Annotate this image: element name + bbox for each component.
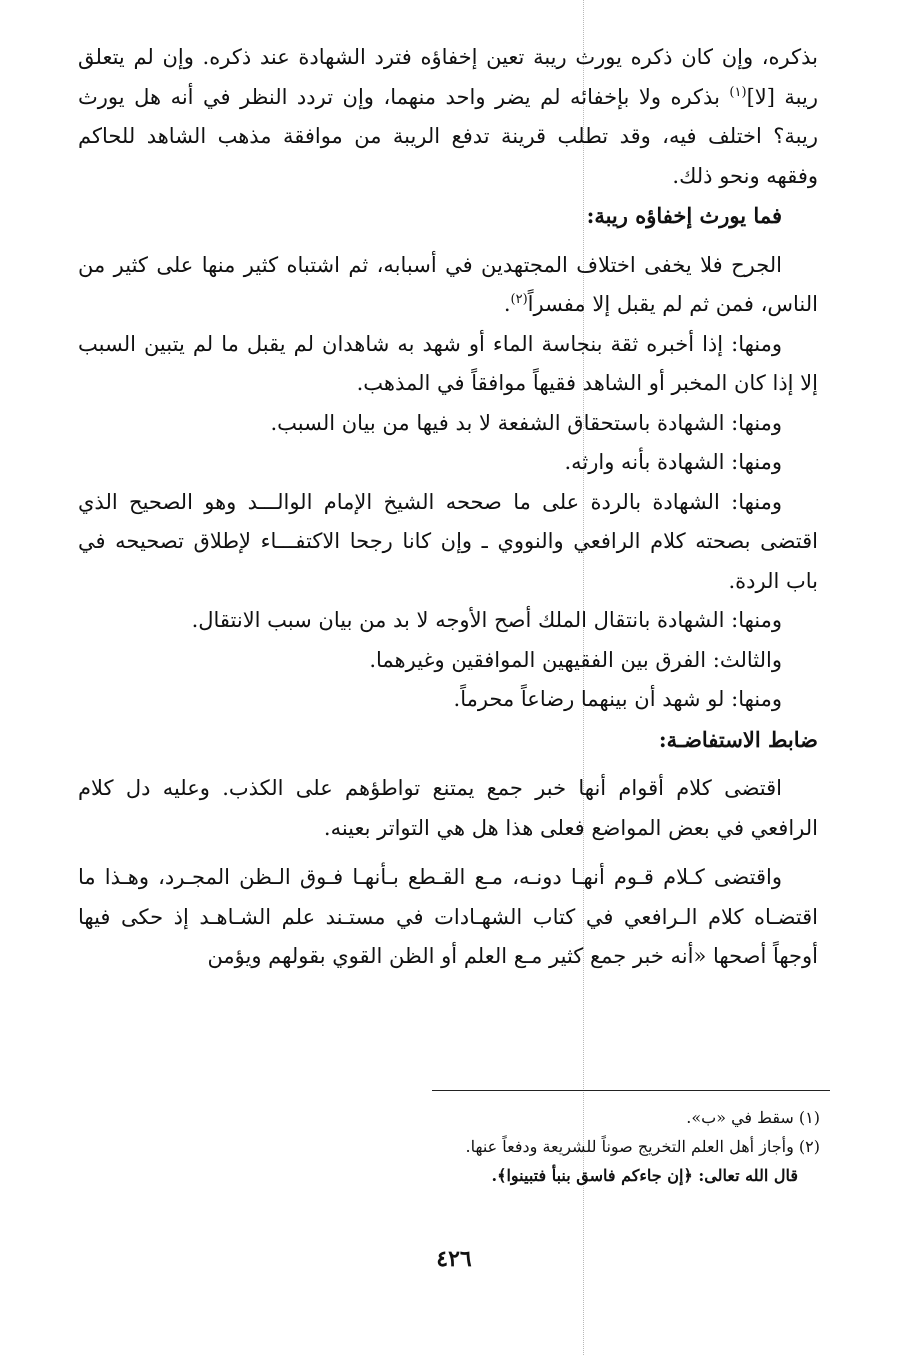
paragraph-example-water: ومنها: إذا أخبره ثقة بنجاسة الماء أو شهد به شاهدان لم يقبل ما لم يتبين السبب إلا إذا كان المخبر أو الشاهد فقيهاً موافقاً في المذهب. [78,331,818,395]
footnote-2: (٢) وأجاز أهل العلم التخريج صوناً للشريعة ودفعاً عنها. [465,1137,820,1156]
footnote-2-quote: قال الله تعالى: ﴿إن جاءكم فاسق بنبأ فتبينوا﴾. [491,1166,798,1185]
section-heading-suspicion: فما يورث إخفاؤه ريبة: [586,203,782,228]
paragraph-example-nursing: ومنها: لو شهد أن بينهما رضاعاً محرماً. [453,687,782,711]
footnote-separator [432,1090,830,1091]
paragraph-jarh: الجرح فلا يخفى اختلاف المجتهدين في أسبابه، ثم اشتباه كثير منها على كثير من الناس، فمن ثم لم يقبل إلا مفسراً$^{(٢)}$. [78,252,818,316]
main-text [78,38,818,977]
paragraph-example-shufa: ومنها: الشهادة باستحقاق الشفعة لا بد فيها من بيان السبب. [270,410,782,435]
paragraph-example-ownership: ومنها: الشهادة بانتقال الملك أصح الأوجه لا بد من بيان سبب الانتقال. [191,608,782,632]
footnote-ref-1: (١) [729,84,747,100]
section-heading-istifada: ضابط الاستفاضـة: [658,726,818,752]
footnotes [300,1103,820,1190]
paragraph-example-heir: ومنها: الشهادة بأنه وارثه. [564,450,782,474]
paragraph-intro: بذكره، وإن كان ذكره يورث ريبة تعين إخفاؤه فترد الشهادة عند ذكره. وإن لم يتعلق ريبة [لا]$^{(١)}$ بذكره ولا بإخفائه لم يضر واحد منهما، وإن تردد النظر في أنه هل يورث ريبة؟ اختلف فيه، وقد تطلب قرينة تدفع الريبة من موافقة مذهب الشاهد للحاكم وفقهه ونحو ذلك. [78,45,819,188]
paragraph-istifada-1: اقتضى كلام أقوام أنها خبر جمع يمتنع تواطؤهم على الكذب. وعليه دل كلام الرافعي في بعض المواضع فعلى هذا هل هي التواتر بعينه. [78,776,818,840]
paragraph-third-opinion: والثالث: الفرق بين الفقيهين الموافقين وغيرهما. [369,647,782,672]
footnote-1: (١) سقط في «ب». [686,1108,820,1127]
footnote-ref-2: (٢) [510,292,528,307]
paragraph-istifada-2: واقتضى كـلام قـوم أنهـا دونـه، مـع القـطع بـأنهـا فـوق الـظن المجـرد، وهـذا ما اقتضـاه كلام الـرافعي في كتاب الشهـادات في مستـند علم الشـاهـد إذ حكى فيها أوجهاً أصحها «أنه خبر جمع كثير مـع العلم أو الظن القوي بقولهم ويؤمن [78,865,818,968]
page-number: ٤٢٦ [436,1246,472,1272]
paragraph-example-ridda: ومنها: الشهادة بالردة على ما صححه الشيخ الإمام الوالـــد وهو الصحيح الذي اقتضى بصحته كلام الرافعي والنووي ـ وإن كانا رجحا الاكتفـــاء لإطلاق تصحيحه في باب الردة. [78,489,818,593]
